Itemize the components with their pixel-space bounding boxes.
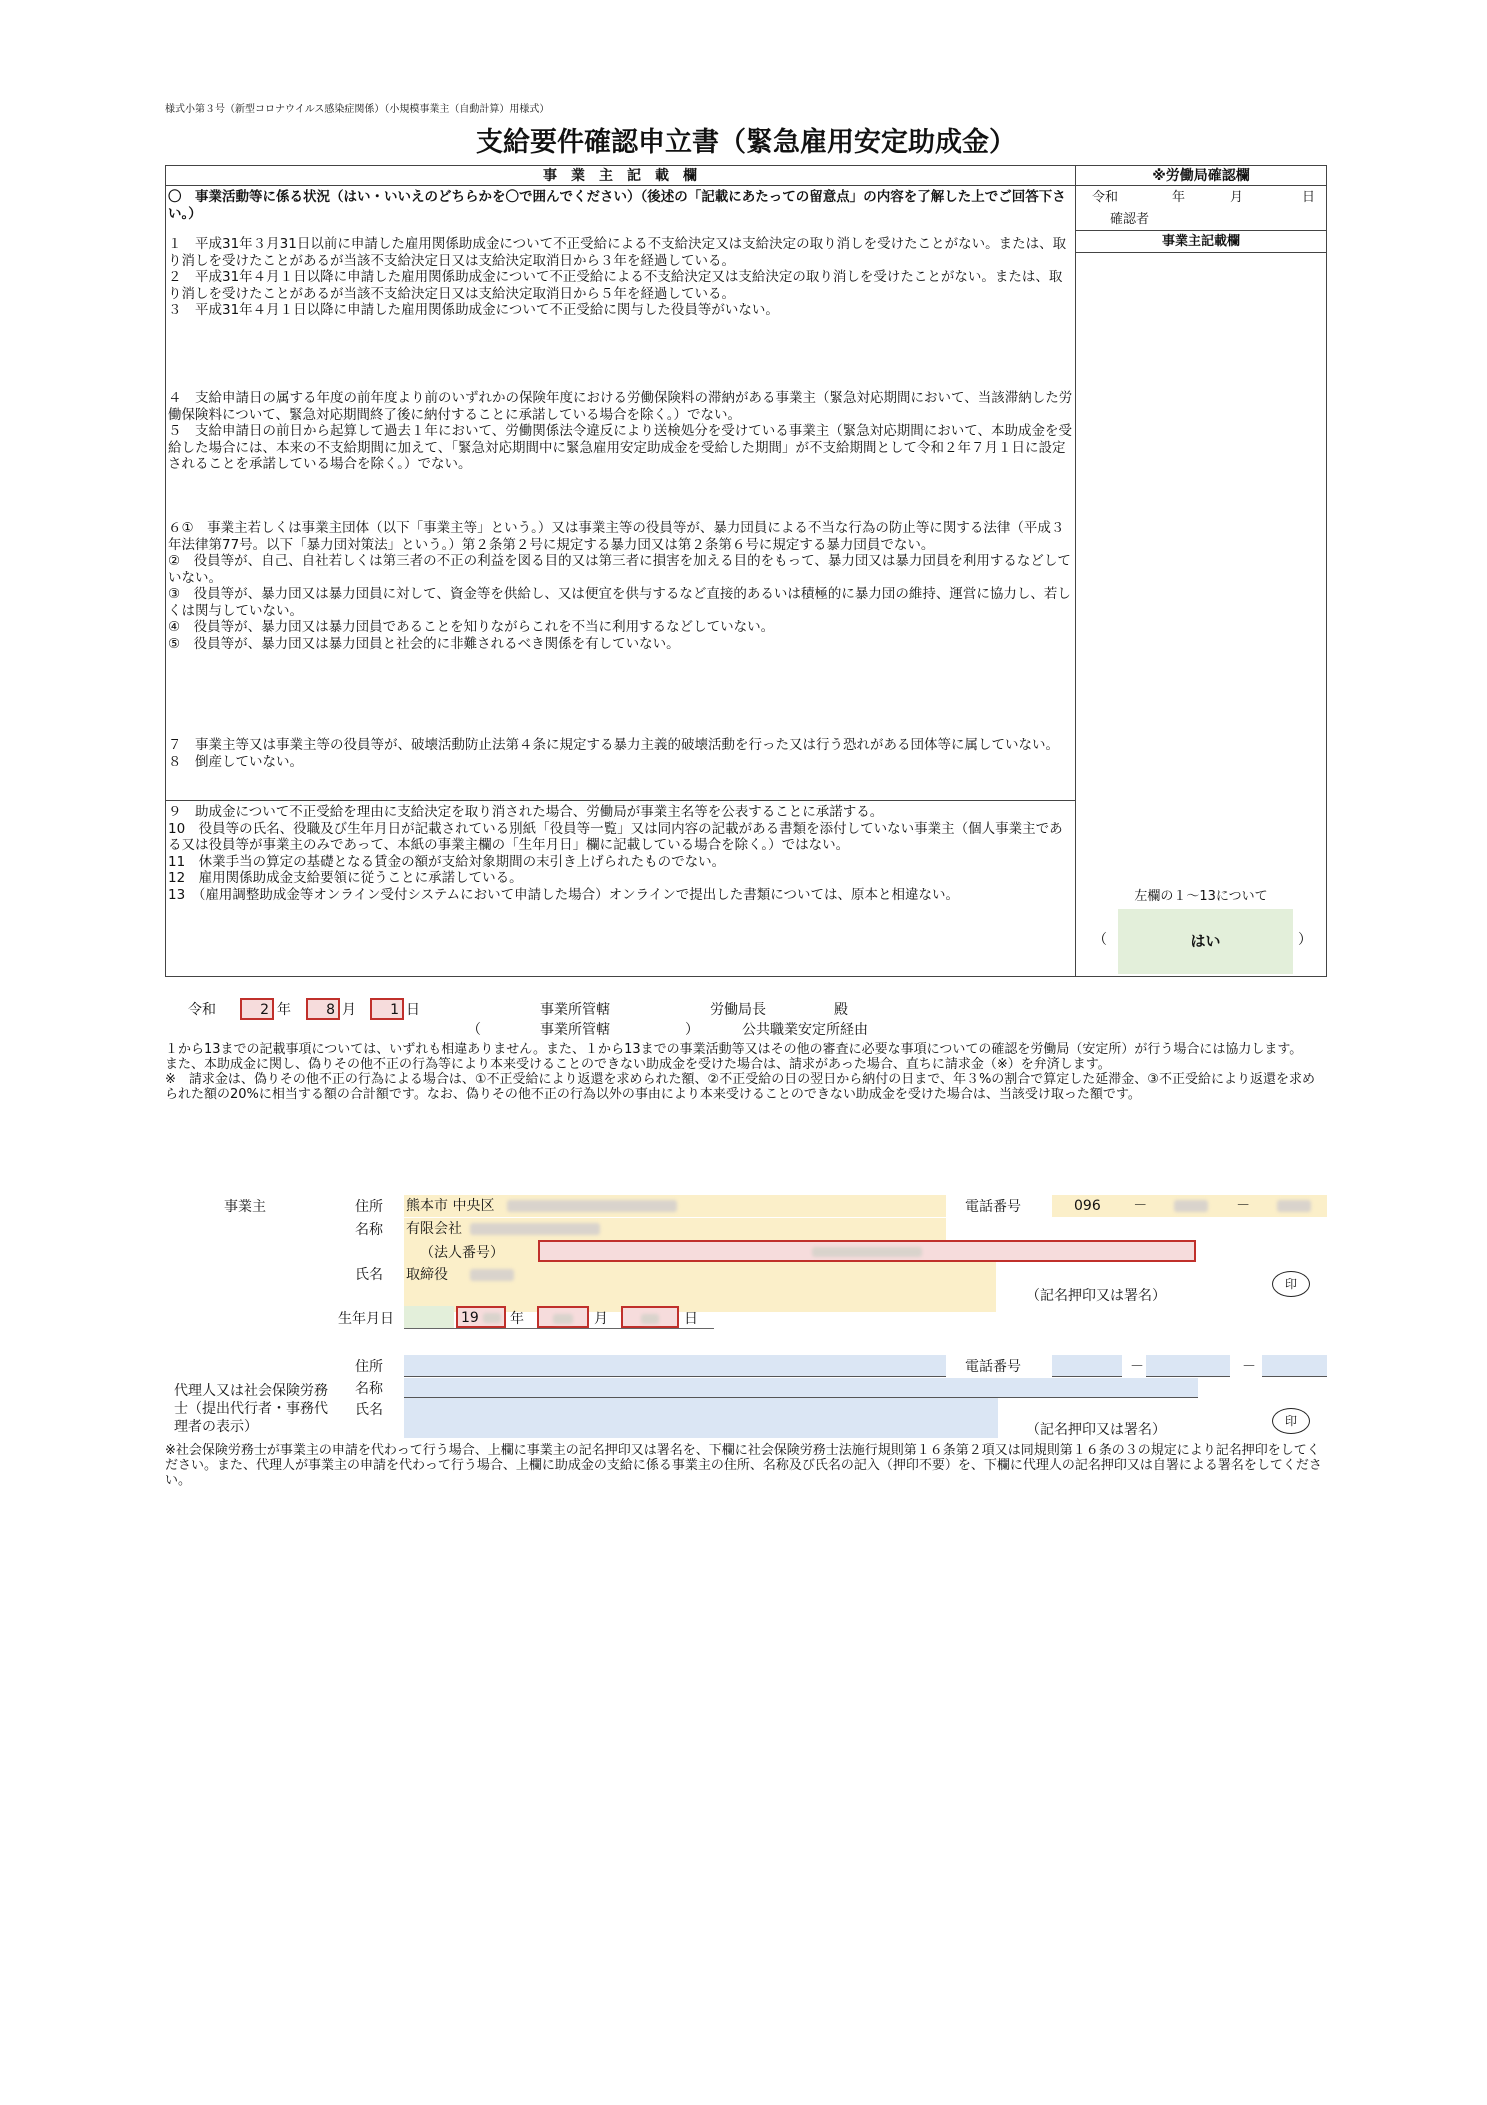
answer-yes-cell[interactable]: はい <box>1118 909 1293 974</box>
confirm-era: 令和 <box>1092 190 1119 205</box>
birth-year-field[interactable] <box>456 1306 506 1328</box>
agent-seal-mark: 印 <box>1272 1408 1310 1434</box>
employer-seal-note: （記名押印又は署名） <box>1026 1288 1166 1304</box>
phone-area-code: 096 <box>1074 1198 1101 1214</box>
employer-entry-header: 事業主記載欄 <box>1161 234 1240 249</box>
answer-label: 左欄の１～13について <box>1134 889 1268 904</box>
intro-text: 〇 事業活動等に係る状況（はい・いいえのどちらかを〇で囲んでください）（後述の「記載にあたっての留意点」の内容を了解した上でご回答下さい。） <box>168 189 1066 222</box>
birthdate-era-cell <box>404 1306 454 1328</box>
agent-address-field[interactable] <box>404 1355 946 1377</box>
employer-column-header: 事 業 主 記 載 欄 <box>543 168 697 184</box>
redacted-company <box>470 1223 600 1235</box>
date-year-field[interactable]: 2 <box>240 998 274 1020</box>
employer-label: 事業主 <box>224 1199 266 1215</box>
agent-person-label: 氏名 <box>355 1402 383 1418</box>
agent-seal-note: （記名押印又は署名） <box>1026 1422 1166 1438</box>
items-7-8: ７ 事業主等又は事業主等の役員等が、破壊活動防止法第４条に規定する暴力主義的破壊活動を行った又は行う恐れがある団体等に属していない。 ８ 倒産していない。 <box>168 737 1059 770</box>
birth-year-value: 19 <box>461 1310 479 1326</box>
redacted-phone-1 <box>1174 1200 1208 1212</box>
agent-phone-label: 電話番号 <box>965 1359 1021 1375</box>
footer-note: ※社会保険労務士が事業主の申請を代わって行う場合、上欄に事業主の記名押印又は署名を、下欄に社会保険労務士法施行規則第１６条第２項又は同規則第１６条の３の規定により記名押印をしてください。また、代理人が事業主の申請を代わって行う場合、上欄に助成金の支給に係る事業主の住所、名称及び氏名の記入（押印不要）を、下欄に代理人の記名押印又は自署による署名をしてください。 <box>165 1443 1322 1488</box>
office-jurisdiction-1: 事業所管轄 <box>540 1002 610 1018</box>
redacted-representative <box>470 1269 514 1281</box>
birthdate-label: 生年月日 <box>338 1311 394 1327</box>
agent-address-label: 住所 <box>355 1359 383 1375</box>
confirmer-label: 確認者 <box>1110 212 1150 227</box>
employer-name-field[interactable] <box>404 1218 946 1240</box>
office-jurisdiction-2: 事業所管轄 <box>540 1022 610 1038</box>
corporate-number-field[interactable] <box>538 1240 1196 1262</box>
redacted-birth-day <box>641 1314 659 1324</box>
agent-phone-3[interactable] <box>1262 1355 1327 1377</box>
agent-name-field[interactable] <box>404 1378 1198 1398</box>
birth-month-field[interactable] <box>537 1306 589 1328</box>
honorific: 殿 <box>834 1002 848 1018</box>
phone-dash-2: － <box>1236 1198 1251 1214</box>
agent-phone-dash-2: － <box>1242 1359 1256 1375</box>
redacted-address <box>507 1200 677 1212</box>
redacted-phone-2 <box>1277 1200 1311 1212</box>
page-title: 支給要件確認申立書（緊急雇用安定助成金） <box>476 127 1016 158</box>
agent-phone-dash-1: － <box>1130 1359 1144 1375</box>
representative-title: 取締役 <box>406 1267 448 1283</box>
right-rule-2 <box>1075 252 1327 253</box>
date-day-field[interactable]: 1 <box>370 998 404 1020</box>
labor-bureau-chief: 労働局長 <box>710 1002 766 1018</box>
date-month-field[interactable]: 8 <box>306 998 340 1020</box>
birth-day-field[interactable] <box>621 1306 679 1328</box>
employer-seal-mark: 印 <box>1272 1271 1310 1297</box>
employment-office-via: 公共職業安定所経由 <box>742 1022 868 1038</box>
declaration-notes: １から13までの記載事項については、いずれも相違ありません。また、１から13までの事業活動等又はその他の審査に必要な事項についての確認を労働局（安定所）が行う場合には協力します。 また、本助成金に関し、偽りその他不正の行為等により本来受けることのできない助成金を受けた場合は、請求があった場合、直ちに請求金（※）を弁済します。 ※ 請求金は、偽りその他不正の行為による場合は、①不正受給により返還を求められた額、②不正受給の日の翌日から納付の日まで、年３%の割合で算定した延滞金、③不正受給により返還を求められた額の20%に相当する額の合計額です。なお、偽りその他不正の行為以外の事由により本来受けることのできない助成金を受けた場合は、当該受け取った額です。 <box>165 1042 1315 1102</box>
confirm-month: 月 <box>1230 190 1244 205</box>
right-rule-1 <box>1075 230 1327 231</box>
employer-name-label: 名称 <box>355 1222 383 1238</box>
birthdate-rule <box>404 1328 714 1329</box>
group4-rule <box>165 800 1075 801</box>
employer-address-field[interactable] <box>404 1195 946 1217</box>
redacted-birth-month <box>553 1314 573 1324</box>
items-9-13: ９ 助成金について不正受給を理由に支給決定を取り消された場合、労働局が事業主名等を公表することに承諾する。 10 役員等の氏名、役職及び生年月日が記載されている別紙「役員等一覧」又は同内容の記載がある書類を添付していない事業主（個人事業主である又は役員等が事業主のみであって、本紙の事業主欄の「生年月日」欄に記載している場合を除く。）ではない。 11 休業手当の算定の基礎となる賃金の額が支給対象期間の末引き上げられたものでない。 12 雇用関係助成金支給要領に従うことに承諾している。 13 （雇用調整助成金等オンライン受付システムにおいて申請した場合）オンラインで提出した書類については、原本と相違ない。 <box>168 804 1063 903</box>
bureau-column-header: ※労働局確認欄 <box>1152 168 1250 184</box>
employer-phone-label: 電話番号 <box>965 1199 1021 1215</box>
date-era: 令和 <box>188 1002 216 1018</box>
item-6: ６① 事業主若しくは事業主団体（以下「事業主等」という。）又は事業主等の役員等が、暴力団員による不当な行為の防止等に関する法律（平成３年法律第77号。以下「暴力団対策法」という。）第２条第２号に規定する暴力団又は第２条第６号に規定する暴力団員でない。 ② 役員等が、自己、自社若しくは第三者の不正の利益を図る目的又は第三者に損害を加える目的をもって、暴力団又は暴力団員を利用するなどしていない。 ③ 役員等が、暴力団又は暴力団員に対して、資金等を供給し、又は便宜を供与するなど直接的あるいは積極的に暴力団の維持、運営に協力し、若しくは関与していない。 ④ 役員等が、暴力団又は暴力団員であることを知りながらこれを不当に利用するなどしていない。 ⑤ 役員等が、暴力団又は暴力団員と社会的に非難されるべき関係を有していない。 <box>168 520 1071 652</box>
header-rule <box>165 185 1327 186</box>
office-paren-open: （ <box>467 1022 481 1038</box>
corporate-number-label: （法人番号） <box>420 1245 504 1261</box>
form-id: 様式小第３号（新型コロナウイルス感染症関係）（小規模事業主（自動計算）用様式） <box>165 104 550 115</box>
date-month-unit: 月 <box>342 1002 356 1018</box>
table-divider <box>1075 165 1076 977</box>
date-year-unit: 年 <box>277 1002 291 1018</box>
answer-paren-open: （ <box>1093 932 1107 948</box>
employer-address-label: 住所 <box>355 1199 383 1215</box>
employer-address-value: 熊本市 中央区 <box>406 1198 495 1214</box>
items-1-3: １ 平成31年３月31日以前に申請した雇用関係助成金について不正受給による不支給決定又は支給決定の取り消しを受けたことがない。または、取り消しを受けたことがあるが当該不支給決定日又は支給決定取消日から３年を経過している。 ２ 平成31年４月１日以降に申請した雇用関係助成金について不正受給による不支給決定又は支給決定の取り消しを受けたことがない。または、取り消しを受けたことがあるが当該不支給決定日又は支給決定取消日から５年を経過している。 ３ 平成31年４月１日以降に申請した雇用関係助成金について不正受給に関与した役員等がいない。 <box>168 236 1067 318</box>
birth-year-unit: 年 <box>510 1311 524 1327</box>
employer-phone-field[interactable] <box>1052 1195 1327 1217</box>
office-paren-close: ） <box>685 1022 699 1038</box>
birth-day-unit: 日 <box>684 1311 698 1327</box>
representative-label: 氏名 <box>355 1267 383 1283</box>
items-4-5: ４ 支給申請日の属する年度の前年度より前のいずれかの保険年度における労働保険料の滞納がある事業主（緊急対応期間において、当該滞納した労働保険料について、緊急対応期間終了後に納付することに承諾している場合を除く。）でない。 ５ 支給申請日の前日から起算して過去１年において、労働関係法令違反により送検処分を受けている事業主（緊急対応期間において、本助成金を受給した場合には、本来の不支給期間に加えて、「緊急対応期間中に緊急雇用安定助成金を受給した期間」が不支給期間として令和２年７月１日に設定されることを承諾している場合を除く。）でない。 <box>168 390 1073 472</box>
employer-name-value: 有限会社 <box>406 1221 462 1237</box>
agent-phone-1[interactable] <box>1052 1355 1122 1377</box>
confirm-year: 年 <box>1172 190 1186 205</box>
agent-name-label: 名称 <box>355 1381 383 1397</box>
redacted-birth-year <box>483 1313 501 1323</box>
agent-phone-2[interactable] <box>1146 1355 1230 1377</box>
agent-label: 代理人又は社会保険労務士（提出代行者・事務代理者の表示） <box>174 1383 328 1435</box>
birth-month-unit: 月 <box>594 1311 608 1327</box>
date-day-unit: 日 <box>406 1002 420 1018</box>
confirm-day: 日 <box>1302 190 1316 205</box>
redacted-corp-number <box>812 1247 922 1257</box>
phone-dash-1: － <box>1133 1198 1148 1214</box>
answer-paren-close: ） <box>1298 932 1312 948</box>
agent-person-field[interactable] <box>404 1398 998 1438</box>
